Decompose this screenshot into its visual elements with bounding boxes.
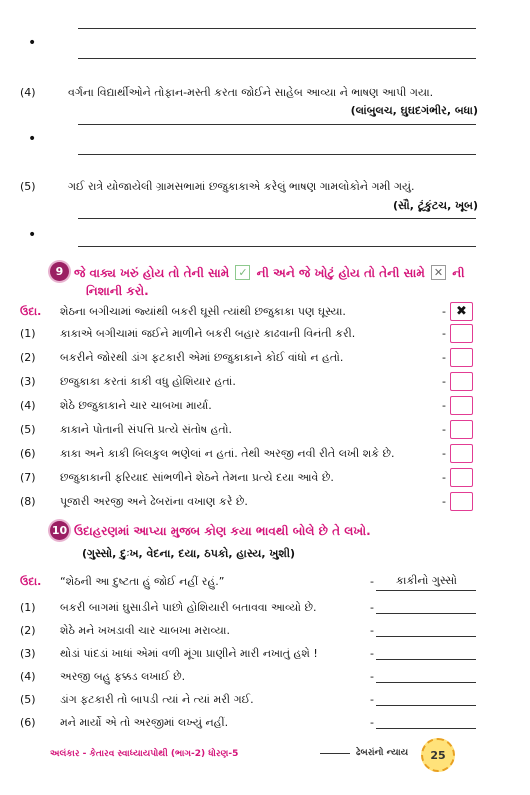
dash: - xyxy=(370,670,374,683)
answer-line[interactable] xyxy=(376,636,476,637)
answer-line[interactable] xyxy=(78,28,476,29)
dash: - xyxy=(370,624,374,637)
answer-checkbox[interactable] xyxy=(450,420,473,439)
statement-text: કાકા અને કાકી બિલકુલ ભણેલાં ન હતાં. તેથી અરજી નવી રીતે લખી શકે છે. xyxy=(60,447,395,460)
bullet-3: • xyxy=(28,227,37,243)
answer-line[interactable] xyxy=(376,728,476,729)
answer-checkbox[interactable] xyxy=(450,372,473,391)
answer-line xyxy=(376,590,476,591)
dash: - xyxy=(442,423,446,436)
item-number: (4) xyxy=(20,670,36,683)
statement-text: શેઠે છજુકાકાને ચાર ચાબખા માર્યા. xyxy=(60,399,212,412)
dash: - xyxy=(370,647,374,660)
example-answer-box: ✖ xyxy=(450,302,473,321)
statement-text: બકરીને જોરથી ડાંગ ફટકારી એમાં છજુકાકાને કોઈ વાંધો ન હતો. xyxy=(60,351,344,364)
word-options: (ગુસ્સો, દુઃખ, વેદના, દયા, ઠપકો, હાસ્ય, ખુશી) xyxy=(82,547,296,560)
question-heading xyxy=(74,266,465,281)
answer-checkbox[interactable] xyxy=(450,444,473,463)
dash: - xyxy=(442,351,446,364)
item-number: (7) xyxy=(20,471,36,484)
item-number: (2) xyxy=(20,624,36,637)
cross-icon: ✕ xyxy=(431,265,446,280)
answer-checkbox[interactable] xyxy=(450,324,473,343)
item-number: (6) xyxy=(20,716,36,729)
statement-text: છજુકાકા કરતાં કાકી વધુ હોશિયાર હતાં. xyxy=(60,375,236,388)
dash: - xyxy=(442,305,446,318)
item-number: (4) xyxy=(20,86,36,99)
heading-part-1: જે વાક્ય ખરું હોય તો તેની સામે xyxy=(74,266,230,280)
dash: - xyxy=(442,375,446,388)
item-number: (5) xyxy=(20,423,36,436)
item-number: (6) xyxy=(20,447,36,460)
sentence-text: બકરી બાગમાં ઘુસાડીને પાછો હોશિયારી બતાવવા આવ્યો છે. xyxy=(60,601,317,614)
question-number-badge: 9 xyxy=(50,262,69,281)
question-number-badge: 10 xyxy=(50,521,69,540)
statement-text: કાકાએ બગીચામાં જઈને માળીને બકરી બહાર કાઢવાની વિનંતી કરી. xyxy=(60,327,356,340)
item-text: ગઈ રાત્રે યોજાયેલી ગ્રામસભામાં છજુકાકાએ કરેલું ભાષણ ગામલોકોને ગમી ગયું. xyxy=(68,180,415,193)
answer-line[interactable] xyxy=(78,246,476,247)
answer-line[interactable] xyxy=(376,613,476,614)
answer-checkbox[interactable] xyxy=(450,492,473,511)
item-number: (5) xyxy=(20,180,36,193)
dash: - xyxy=(370,601,374,614)
answer-line[interactable] xyxy=(376,682,476,683)
dash: - xyxy=(370,575,374,588)
statement-text: કાકાને પોતાની સંપત્તિ પ્રત્યે સંતોષ હતો. xyxy=(60,423,232,436)
answer-checkbox[interactable] xyxy=(450,348,473,367)
answer-line[interactable] xyxy=(376,659,476,660)
answer-line[interactable] xyxy=(78,218,476,219)
sentence-text: થોડાં પાંદડાં ખાધાં એમાં વળી મૂંગા પ્રાણીને મારી નખાતું હશે ! xyxy=(60,647,318,660)
example-text: “શેઠની આ દુષ્ટતા હું જોઈ નહીં રહું.” xyxy=(60,575,225,588)
item-number: (4) xyxy=(20,399,36,412)
example-answer: કાકીનો ગુસ્સો xyxy=(396,574,457,587)
bullet-1: • xyxy=(28,35,37,51)
sentence-text: ડાંગ ફટકારી તો બાપડી ત્યાં ને ત્યાં મરી ગઈ. xyxy=(60,693,254,706)
answer-line[interactable] xyxy=(78,154,476,155)
item-number: (5) xyxy=(20,693,36,706)
item-number: (1) xyxy=(20,327,36,340)
statement-text: પૂજારી અરજી અને ઢેબરાંના વખાણ કરે છે. xyxy=(60,495,248,508)
dash: - xyxy=(370,693,374,706)
item-text: વર્ગના વિદ્યાર્થીઓને તોફાન-મસ્તી કરતા જોઈને સાહેબ આવ્યા ને ભાષણ આપી ગયા. xyxy=(68,86,434,99)
footer-book-title: અલંકાર - કેતારવ સ્વાધ્યાયપોથી (ભાગ-2) ધોરણ-5 xyxy=(50,749,239,759)
statement-text: છજુકાકાની ફરિયાદ સાંભળીને શેઠને તેમના પ્રત્યે દયા આવે છે. xyxy=(60,471,334,484)
example-label: ઉદા. xyxy=(20,305,42,318)
item-number: (8) xyxy=(20,495,36,508)
sentence-text: મને માર્યો એ તો અરજીમાં લખ્યું નહીં. xyxy=(60,716,229,729)
heading-part-3: ની xyxy=(452,266,465,280)
item-number: (2) xyxy=(20,351,36,364)
example-text: શેઠના બગીચામાં જ્યાંથી બકરી ઘૂસી ત્યાંથી છજુકાકા પણ ઘૂસ્યા. xyxy=(60,305,346,318)
tick-icon: ✓ xyxy=(235,265,250,280)
item-number: (3) xyxy=(20,647,36,660)
dash: - xyxy=(442,471,446,484)
question-heading-line2: નિશાની કરો. xyxy=(86,284,149,298)
word-options: (સૌ, ટૂંકુંટચ, ખૂબ) xyxy=(392,199,478,212)
answer-line[interactable] xyxy=(78,124,476,125)
answer-checkbox[interactable] xyxy=(450,468,473,487)
page-number: 25 xyxy=(421,738,455,772)
dash: - xyxy=(442,399,446,412)
dash: - xyxy=(370,716,374,729)
dash: - xyxy=(442,447,446,460)
question-heading: ઉદાહરણમાં આપ્યા મુજબ કોણ કયા ભાવથી બોલે છે તે લખો. xyxy=(74,524,371,538)
item-number: (1) xyxy=(20,601,36,614)
footer-divider xyxy=(320,753,350,754)
answer-checkbox[interactable] xyxy=(450,396,473,415)
footer-chapter-title: ઢેબરાંનો ન્યાય xyxy=(356,748,409,758)
answer-line[interactable] xyxy=(78,58,476,59)
bullet-2: • xyxy=(28,131,37,147)
dash: - xyxy=(442,495,446,508)
answer-line[interactable] xyxy=(376,705,476,706)
sentence-text: અરજી બહુ ફક્કડ લખાઈ છે. xyxy=(60,670,186,683)
word-options: (લાંબુલચ, ઘુઘદગંભીર, બધા) xyxy=(350,104,478,117)
item-number: (3) xyxy=(20,375,36,388)
dash: - xyxy=(442,327,446,340)
heading-part-2: ની અને જે ખોટું હોય તો તેની સામે xyxy=(256,266,425,280)
example-label: ઉદા. xyxy=(20,575,42,588)
sentence-text: શેઠે મને ખખડાવી ચાર ચાબખા મરાવ્યા. xyxy=(60,624,230,637)
